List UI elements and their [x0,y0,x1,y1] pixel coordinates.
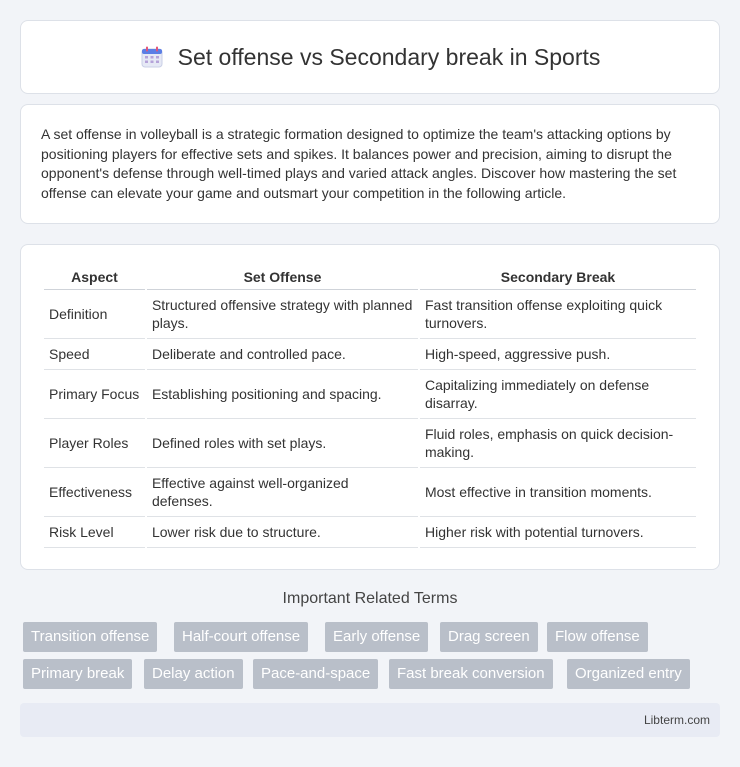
term-tag[interactable]: Early offense [325,622,428,652]
term-tag[interactable]: Primary break [23,659,132,689]
table-cell: High-speed, aggressive push. [420,339,696,370]
table-row [44,419,696,468]
column-header: Aspect [44,265,145,290]
column-header: Secondary Break [420,265,696,290]
table-cell: Defined roles with set plays. [147,419,418,468]
comparison-table [42,265,698,548]
page-title: Set offense vs Secondary break in Sports [177,43,601,70]
term-tag[interactable]: Drag screen [440,622,538,652]
table-row [44,339,696,370]
table-cell: Fluid roles, emphasis on quick decision-making. [420,419,696,468]
intro-card [20,104,720,224]
table-cell: Player Roles [44,419,145,468]
table-cell: Deliberate and controlled pace. [147,339,418,370]
calendar-icon [140,45,164,69]
table-cell: Lower risk due to structure. [147,517,418,548]
comparison-table-card [20,244,720,570]
table-row [44,468,696,517]
term-tag[interactable]: Organized entry [567,659,690,689]
table-cell: Structured offensive strategy with planned plays. [147,290,418,339]
footer-link[interactable]: Libterm.com [643,713,710,727]
table-row [44,290,696,339]
term-tag[interactable]: Delay action [144,659,243,689]
table-row [44,370,696,419]
intro-text: A set offense in volleyball is a strategic formation designed to optimize the team's attacking options by positioning players for effective sets and spikes. It balances power and precision, aiming to disrupt the opponent's defense through well-timed plays and varied attack angles. Discover how mastering the set offense can elevate your game and outsmart your competition in the following article. [41,126,677,201]
term-tag[interactable]: Fast break conversion [389,659,553,689]
table-header-row [44,265,696,290]
table-cell: Primary Focus [44,370,145,419]
related-terms-title: Important Related Terms [282,590,458,607]
table-cell: Higher risk with potential turnovers. [420,517,696,548]
term-tag[interactable]: Transition offense [23,622,157,652]
table-cell: Definition [44,290,145,339]
table-cell: Capitalizing immediately on defense disarray. [420,370,696,419]
term-tag[interactable]: Half-court offense [174,622,308,652]
table-cell: Speed [44,339,145,370]
table-cell: Establishing positioning and spacing. [147,370,418,419]
term-tag[interactable]: Flow offense [547,622,648,652]
table-cell: Most effective in transition moments. [420,468,696,517]
table-row [44,517,696,548]
table-cell: Effective against well-organized defenses. [147,468,418,517]
footer [20,703,720,737]
table-cell: Risk Level [44,517,145,548]
table-cell: Fast transition offense exploiting quick turnovers. [420,290,696,339]
header-card [20,20,720,94]
column-header: Set Offense [147,265,418,290]
term-tag[interactable]: Pace-and-space [253,659,378,689]
table-cell: Effectiveness [44,468,145,517]
